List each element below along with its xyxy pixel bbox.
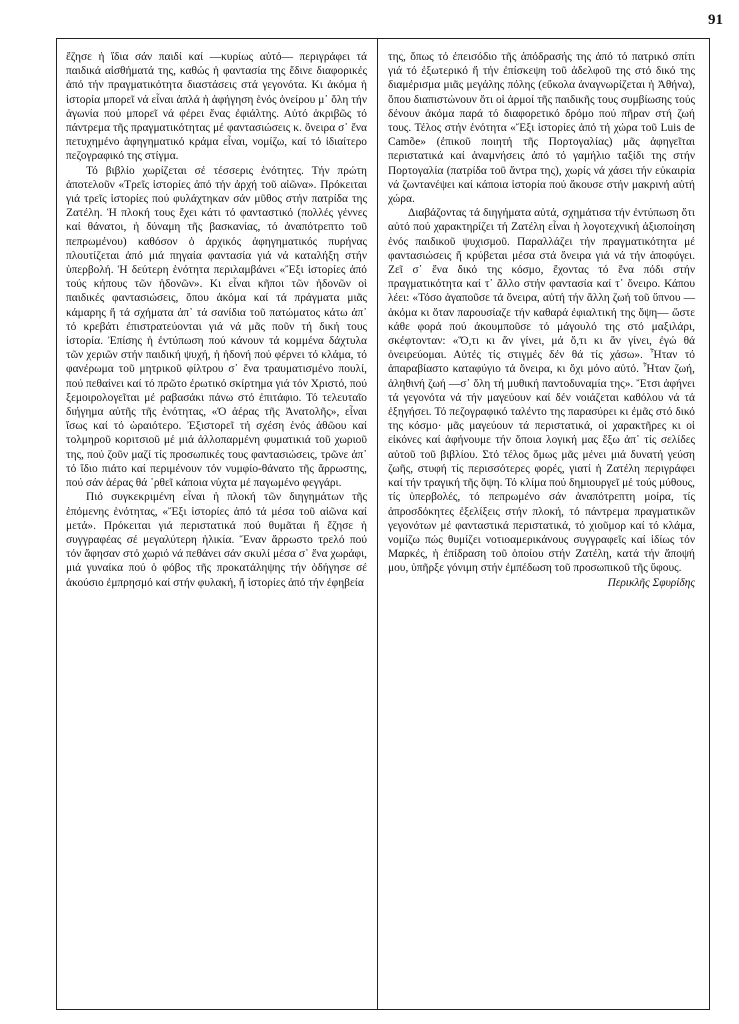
right-paragraph-1: της, ὅπως τό ἐπεισόδιο τῆς ἀπόδρασής της ἀπό τό πατρικό σπίτι γιά τό ἐξωτερικό ἤ τήν ἐπίσκεψη τοῦ ἀδελφοῦ της στό δικό της διαμέρισμα μιᾶς μεγάλης πόλης (εὔκολα ἀναγνωρίζεται ἡ Ἀθήνα), ὅπου διαπιστώνουν ὅτι οἱ ἁρμοί τῆς παιδικῆς τους συμβίωσης τούς δένουν ἀκόμα παρά τό διαφορετικό δρόμο πού πῆραν στή ζωή τους. Τέλος στήν ἑνότητα «Ἔξι ἱστορίες ἀπό τή χώρα τοῦ Luis de Camõe» (ἐπικοῦ ποιητή τῆς Πορτογαλίας) μᾶς ἀφηγεῖται περιστατικά καί ἀναμνήσεις ἀπό τό γαμήλιο ταξίδι της στήν Πορτογαλία (πατρίδα τοῦ ἄντρα της), χωρίς νά χάσει τήν εὐκαιρία νά ζωντανέψει καί κάποια ἱστορία πού ἄκουσε στήν μακρινή αὐτή χώρα. <box>388 51 695 206</box>
left-column <box>66 50 367 590</box>
right-paragraph-2: Διαβάζοντας τά διηγήματα αὐτά, σχημάτισα τήν ἐντύπωση ὅτι αὐτό πού χαρακτηρίζει τή Ζατέλη εἶναι ἡ λογοτεχνική ἀξιοποίηση ἑνός παιδικοῦ ψυχισμοῦ. Παραλλάζει τήν πραγματικότητα μέ φαντασιώσεις ἤ κρύβεται μέσα στά ὄνειρα γιά νά τήν ἀποφύγει. Ζεῖ σ᾿ ἕνα δικό της κόσμο, ἔχοντας τό ἕνα πόδι στήν πραγματικότητα καί τ᾿ ἄλλο στήν φαντασία καί τ᾿ ὄνειρο. Κάπου λέει: «Τόσο ἀγαποῦσε τά ὄνειρα, αὐτή τήν ἄλλη ζωή τοῦ ὕπνου —ἀκόμα κι ὅταν παρουσίαζε τήν καθαρά ἐφιαλτική της ὄψη— ὥστε κάθε φορά πού ἀκουμποῦσε τό μάγουλό της στό μαξιλάρι, σκέφτονταν: «Ὅ,τι κι ἄν γίνει, μά ὅ,τι κι ἄν γίνει, ἐγώ θά ὀνειρεύομαι. Αὐτές τίς στιγμές δέν θά τίς χάσω». Ἦταν τό ἀπαραβίαστο καταφύγιο τά ὄνειρα, κι ὄχι μόνο αὐτό. Ἦταν ζωή, ἀληθινή ζωή —σ᾿ ὅλη τή μυθική παντοδυναμία της». Ἔτσι ἀφήνει τά γεγονότα νά τήν μαγεύουν καί δέν νοιάζεται καθόλου νά τά ἐξηγήσει. Τό πεζογραφικό ταλέντο της παρασύρει κι ἐμᾶς στό δικό της κόσμο· μᾶς μαγεύουν τά περιστατικά, οἱ χαρακτῆρες κι οἱ εἰκόνες καί ἀφήνουμε τήν ὅποια λογική μας ἔξω ἀπ᾿ τίς σελίδες αὐτοῦ τοῦ βιβλίου. Στό τέλος ὅμως μᾶς μένει μιά δυνατή γεύση ζωῆς, στυφή τίς περισσότερες φορές, γιατί ἡ Ζατέλη περιγράφει καί τήν τραγική τῆς ὄψη. Τό κλίμα πού δημιουργεῖ μέ τούς μύθους, τίς ὑπερβολές, τό πεπρωμένο σάν ἀναπότρεπτη μοίρα, τίς ἀπροσδόκητες ἐξελίξεις στήν πλοκή, τό πάντρεμα πραγματικῶν γεγονότων μέ φανταστικά περιστατικά, τό χιοῦμορ καί τό κλάμα, νομίζω πώς θυμίζει νοτιοαμερικάνους συγγραφεῖς καί ἰδίως τόν Μαρκές, ἡ ἐπίδραση τοῦ ὁποίου στήν Ζατέλη, κατά τήν ἄποψή μου, ὑπῆρξε γόνιμη στήν ἐμπέδωση τοῦ προσωπικοῦ τῆς ὕφους. <box>388 207 695 575</box>
column-divider <box>377 38 378 1010</box>
page-number: 91 <box>708 12 723 28</box>
author-signature: Περικλῆς Σφυρίδης <box>607 576 695 589</box>
left-paragraph-2: Τό βιβλίο χωρίζεται σέ τέσσερις ἑνότητες. Τήν πρώτη ἀποτελοῦν «Τρεῖς ἱστορίες ἀπό τήν ἀρχή τοῦ αἰῶνα». Πρόκειται γιά τρεῖς ἱστορίες πού φυλάχτηκαν σάν μῦθος στήν πατρίδα της Ζατέλη. Ἡ πλοκή τους ἔχει κάτι τό φανταστικό (πολλές γέννες καί θάνατοι, ἡ δύναμη τῆς βασκανίας, τό ἀναπότρεπτο τοῦ πεπρωμένου) καθόσον ὁ ἀρχικός ἀφηγηματικός πυρήνας πλουτίζεται ἀπό μιά πηγαία φαντασία γιά νά καταλήξη στήν ὑπερβολή. Ἡ δεύτερη ἑνότητα περιλαμβάνει «Ἔξι ἱστορίες ἀπό τούς κήπους τῶν ἡδονῶν». Κι εἶναι κῆποι τῶν ἡδονῶν οἱ παιδικές φαντασιώσεις, ὅπου ἀκόμα καί τά πράγματα μιᾶς κάμαρης ἤ τά σχήματα ἀπ᾿ τά σανίδια τοῦ πατώματος κάτω ἀπ᾿ τό κρεβάτι ἐπιστρατεύονται γιά νά μᾶς ποῦν τή δική τους ἱστορία. Ἐπίσης ἡ ἐντύπωση πού κάνουν τά κομμένα δάχτυλα τῶν χεριῶν στήν παιδική ψυχή, ἡ ἡδονή πού φέρνει τό κλάμα, τό φανέρωμα τοῦ μητρικοῦ φίλτρου σ᾿ ἕνα τραυματισμένο πουλί, πού πεθαίνει καί τό πρῶτο ἐρωτικό σκίρτημα γιά τόν Χριστό, πού ξεμοιρολογεῖται μέ ραβασάκι πάνω στό ἐπιτάφιο. Τό τελευταῖο διήγημα αὐτῆς τῆς ἑνότητας, «Ὁ ἀέρας τῆς Ἀνατολῆς», εἶναι ἴσως καί τό ὡραιότερο. Ἐξιστορεῖ τή σχέση ἑνός ἀθῶου καί τολμηροῦ κοριτσιοῦ μέ μιά ἀλλοπαρμένη φυματικιά τοῦ χωριοῦ της, πού ζοῦν μαζί τίς προσωπικές τους φαντασιώσεις, τρῶνε ἀπ᾿ τό ἴδιο πιάτο καί περιμένουν τόν νυμφίο-θάνατο τῆς ἄρρωστης, πού σάν ἀέρας θά ᾿ρθεῖ κάποια νύχτα μέ παγωμένο φεγγάρι. <box>66 164 367 490</box>
left-paragraph-3: Πιό συγκεκριμένη εἶναι ἡ πλοκή τῶν διηγημάτων τῆς ἑπόμενης ἑνότητας, «Ἔξι ἱστορίες ἀπό τά μέσα τοῦ αἰῶνα καί μετά». Πρόκειται γιά περιστατικά πού θυμᾶται ἤ ἔζησε ἡ συγγραφέας σέ μεγαλύτερη ἡλικία. Ἕναν ἄρρωστο τρελό πού τόν ἄφησαν στό χωριό νά πεθάνει σάν σκυλί μέσα σ᾿ ἕνα χωράφι, μιά γυναίκα πού ὁ φόβος τῆς προκατάληψης τήν ὁδήγησε σέ ἀκούσιο ἐμπρησμό καί στήν φυλακή, ἤ ἱστορίες ἀπό τήν ἐφηβεία <box>66 491 367 589</box>
right-column <box>388 50 695 590</box>
left-paragraph-1: ἔζησε ἡ ἴδια σάν παιδί καί —κυρίως αὐτό— περιγράφει τά παιδικά αἰσθήματά της, καθώς ἡ φαντασία της ἔδινε διαφορικές ἀπό τήν πραγματικότητα διαστάσεις στά γεγονότα. Κι ἀκόμα ἡ ἱστορία μπορεῖ νά εἶναι ἁπλά ἡ ἀφήγηση ἑνός ὀνείρου μ᾿ ὅλη τήν ἀγωνία πού μπορεῖ νά φέρει ἕνας ἐφιάλτης. Αὐτό ἀκριβῶς τό πάντρεμα τῆς πραγματικότητας μέ φαντασιώσεις κ. ὄνειρα σ᾿ ἕνα πετυχημένο ἀφηγηματικό κράμα εἶναι, νομίζω, καί τό ἰδιαίτερο πεζογραφικό της στίγμα. <box>66 51 367 163</box>
